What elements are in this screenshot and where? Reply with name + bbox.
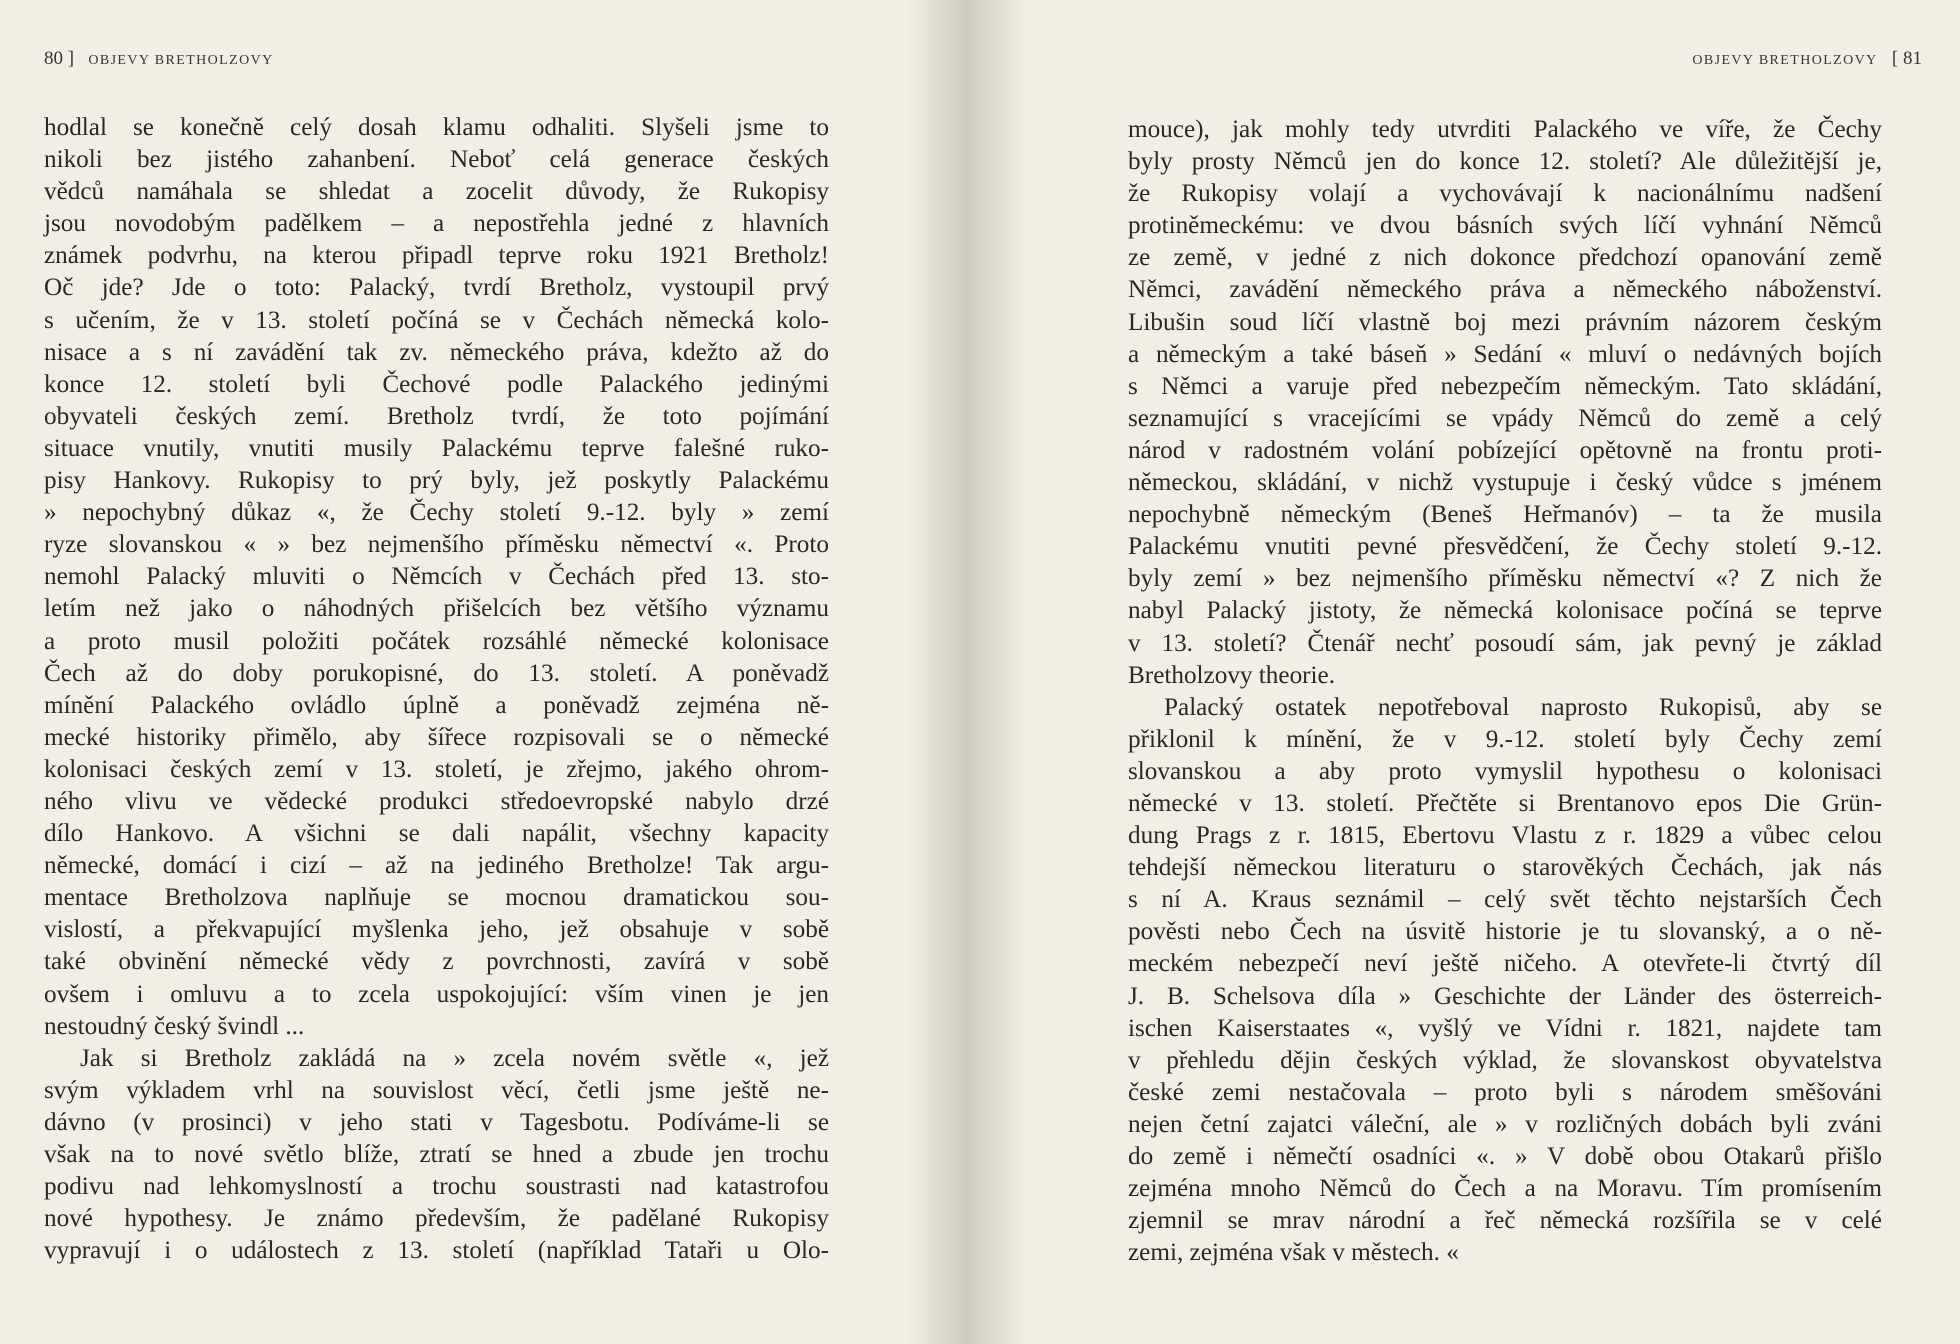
text-line: svým výkladem vrhl na souvislost věcí, četli jsme ještě ne- bbox=[44, 1076, 829, 1104]
text-line: nemohl Palacký mluviti o Němcích v Čechách před 13. sto- bbox=[44, 563, 829, 591]
text-line: ovšem i omluvu a to zcela uspokojující: vším vinen je jen bbox=[44, 980, 829, 1008]
text-line: Jak si Bretholz zakládá na » zcela novém světle «, jež bbox=[80, 1044, 829, 1072]
text-line: ryze slovanskou « » bez nejmenšího příměsku němectví «. Proto bbox=[44, 531, 829, 559]
text-line: vědců namáhala se shledat a zocelit důvody, že Rukopisy bbox=[44, 178, 829, 206]
text-line: přiklonil k mínění, že v 9.-12. století byly Čechy zemí bbox=[1128, 725, 1882, 753]
left-page bbox=[0, 0, 968, 1344]
right-body-text bbox=[1128, 114, 1882, 1269]
text-line: situace vnutily, vnutiti musily Palackému teprve falešné ruko- bbox=[44, 434, 829, 462]
text-line: nejen četní zajatci váleční, ale » v rozličných dobách byli zváni bbox=[1128, 1110, 1882, 1138]
text-line: tehdejší německou literaturu o starověkých Čechách, jak nás bbox=[1128, 854, 1882, 882]
text-line: protiněmeckému: ve dvou básních svých líčí vyhnání Němců bbox=[1128, 212, 1882, 240]
text-line: hodlal se konečně celý dosah klamu odhaliti. Slyšeli jsme to bbox=[44, 114, 829, 141]
text-line: mouce), jak mohly tedy utvrditi Palackého ve víře, že Čechy bbox=[1128, 116, 1882, 143]
left-body-text bbox=[44, 112, 829, 1267]
text-line: ze země, v jedné z nich dokonce předchozí opanování země bbox=[1128, 244, 1882, 272]
text-line: známek podvrhu, na kterou připadl teprve roku 1921 Bretholz! bbox=[44, 242, 829, 270]
text-line: podivu nad lehkomyslností a trochu soustrasti nad katastrofou bbox=[44, 1173, 829, 1201]
text-line: nepochybně německým (Beneš Heřmanóv) – ta že musila bbox=[1128, 501, 1882, 529]
text-line: nisace a s ní zavádění tak zv. německého práva, kdežto až do bbox=[44, 338, 829, 366]
text-line: do země i němečtí osadníci «. » V době obou Otakarů přišlo bbox=[1128, 1143, 1882, 1170]
text-line: a proto musil položiti počátek rozsáhlé německé kolonisace bbox=[44, 627, 829, 655]
left-page-number: 80 ] bbox=[44, 48, 75, 69]
right-page bbox=[968, 0, 1960, 1344]
text-line: byly prosty Němců jen do konce 12. století? Ale důležitější je, bbox=[1128, 148, 1882, 176]
text-line: zemi, zejména však v městech. « bbox=[1128, 1239, 1459, 1267]
text-line: letím než jako o náhodných přišelcích bez většího významu bbox=[44, 595, 829, 623]
text-line: nabyl Palacký jistoty, že německá kolonisace počíná se teprve bbox=[1128, 597, 1882, 625]
text-line: Libušin soud líčí vlastně boj mezi právním názorem českým bbox=[1128, 308, 1882, 336]
text-line: pisy Hankovy. Rukopisy to prý byly, jež poskytly Palackému bbox=[44, 467, 829, 495]
text-line: mínění Palackého ovládlo úplně a poněvadž zejména ně- bbox=[44, 691, 829, 719]
text-line: Čech až do doby porukopisné, do 13. století. A poněvadž bbox=[44, 659, 829, 687]
text-line: ischen Kaiserstaates «, vyšlý ve Vídni r. 1821, najdete tam bbox=[1128, 1014, 1882, 1042]
text-line: v přehledu dějin českých výklad, že slovanskost obyvatelstva bbox=[1128, 1046, 1882, 1074]
text-line: však na to nové světlo blíže, ztratí se hned a zbude jen trochu bbox=[44, 1141, 829, 1168]
text-line: nové hypothesy. Je známo především, že padělané Rukopisy bbox=[44, 1205, 829, 1233]
text-line: J. B. Schelsova díla » Geschichte der Länder des österreich- bbox=[1128, 982, 1882, 1010]
text-line: pověsti nebo Čech na úsvitě historie je tu slovanský, a o ně- bbox=[1128, 918, 1882, 946]
right-page-number: [ 81 bbox=[1891, 48, 1922, 69]
text-line: Palackému vnutiti pevné přesvědčení, že Čechy století 9.-12. bbox=[1128, 533, 1882, 561]
text-line: kolonisaci českých zemí v 13. století, je zřejmo, jakého ohrom- bbox=[44, 755, 829, 783]
text-line: nikoli bez jistého zahanbení. Neboť celá generace českých bbox=[44, 146, 829, 174]
right-running-title: OBJEVY BRETHOLZOVY bbox=[1692, 53, 1878, 68]
text-line: německou, skládání, v nichž vystupuje i český vůdce s jménem bbox=[1128, 469, 1882, 497]
text-line: meckém nebezpečí neví ještě ničeho. A otevřete-li čtvrtý díl bbox=[1128, 950, 1882, 978]
text-line: dávno (v prosinci) v jeho stati v Tagesbotu. Podíváme-li se bbox=[44, 1108, 829, 1136]
left-gutter-shadow bbox=[908, 0, 968, 1344]
text-line: německé v 13. století. Přečtěte si Brentanovo epos Die Grün- bbox=[1128, 789, 1882, 817]
text-line: také obvinění německé vědy z povrchnosti, zavírá v sobě bbox=[44, 948, 829, 976]
text-line: v 13. století? Čtenář nechť posoudí sám, jak pevný je základ bbox=[1128, 629, 1882, 657]
text-line: Němci, zavádění německého práva a německého náboženství. bbox=[1128, 276, 1882, 304]
text-line: zejména mnoho Němců do Čech a na Moravu. Tím promísením bbox=[1128, 1175, 1882, 1203]
left-running-head bbox=[44, 48, 274, 70]
text-line: s Němci a varuje před nebezpečím německým. Tato skládání, bbox=[1128, 372, 1882, 400]
text-line: dung Prags z r. 1815, Ebertovu Vlastu z r. 1829 a vůbec celou bbox=[1128, 822, 1882, 850]
text-line: seznamující s vracejícími se vpády Němců do země a celý bbox=[1128, 404, 1882, 432]
text-line: slovanskou a aby proto vymyslil hypothesu o kolonisaci bbox=[1128, 757, 1882, 785]
text-line: vislostí, a překvapující myšlenka jeho, jež obsahuje v sobě bbox=[44, 916, 829, 944]
text-line: vypravují i o událostech z 13. století (například Tataři u Olo- bbox=[44, 1237, 829, 1265]
text-line: Palacký ostatek nepotřeboval naprosto Rukopisů, aby se bbox=[1164, 693, 1882, 721]
text-line: mentace Bretholzova naplňuje se mocnou dramatickou sou- bbox=[44, 884, 829, 912]
text-line: a německým a také báseň » Sedání « mluví o nedávných bojích bbox=[1128, 340, 1882, 368]
text-line: Bretholzovy theorie. bbox=[1128, 661, 1336, 689]
text-line: zjemnil se mrav národní a řeč německá rozšířila se v celé bbox=[1128, 1207, 1882, 1235]
text-line: » nepochybný důkaz «, že Čechy století 9.-12. byly » zemí bbox=[44, 499, 829, 527]
text-line: jsou novodobým padělkem – a nepostřehla jedné z hlavních bbox=[44, 210, 829, 238]
text-line: české zemi nestačovala – proto byli s národem směšováni bbox=[1128, 1078, 1882, 1106]
text-line: s učením, že v 13. století počíná se v Čechách německá kolo- bbox=[44, 306, 829, 334]
left-running-title: OBJEVY BRETHOLZOVY bbox=[88, 53, 274, 68]
text-line: dílo Hankovo. A všichni se dali napálit, všechny kapacity bbox=[44, 820, 829, 848]
text-line: německé, domácí i cizí – až na jediného Bretholze! Tak argu- bbox=[44, 852, 829, 880]
right-gutter-shadow bbox=[968, 0, 1028, 1344]
text-line: že Rukopisy volají a vychovávají k nacionálnímu nadšení bbox=[1128, 180, 1882, 208]
text-line: nestoudný český švindl ... bbox=[44, 1012, 305, 1040]
text-line: s ní A. Kraus seznámil – celý svět těchto nejstarších Čech bbox=[1128, 886, 1882, 914]
text-line: národ v radostném volání pobízející opětovně na frontu proti- bbox=[1128, 436, 1882, 464]
text-line: mecké historiky přimělo, aby šířece rozpisovali se o německé bbox=[44, 723, 829, 751]
right-running-head bbox=[1692, 48, 1922, 70]
text-line: obyvateli českých zemí. Bretholz tvrdí, že toto pojímání bbox=[44, 402, 829, 430]
text-line: konce 12. století byli Čechové podle Palackého jedinými bbox=[44, 370, 829, 398]
text-line: ného vlivu ve vědecké produkci středoevropské nabylo drzé bbox=[44, 787, 829, 815]
text-line: Oč jde? Jde o toto: Palacký, tvrdí Bretholz, vystoupil prvý bbox=[44, 274, 829, 302]
text-line: byly zemí » bez nejmenšího příměsku němectví «? Z nich že bbox=[1128, 565, 1882, 593]
